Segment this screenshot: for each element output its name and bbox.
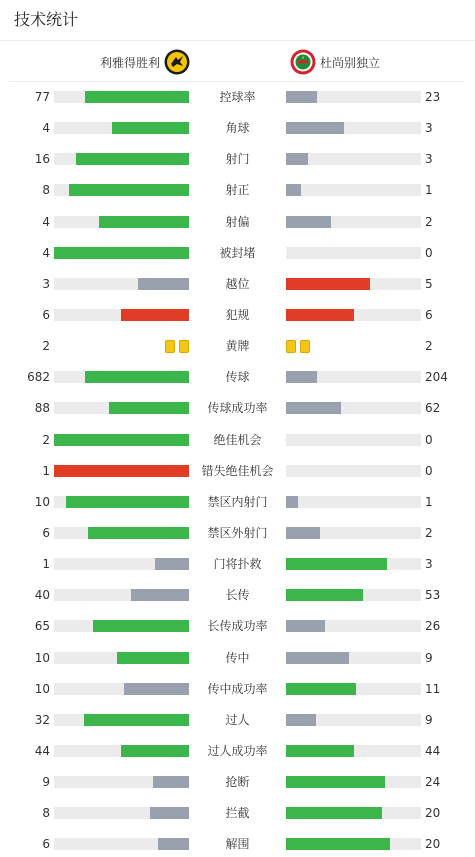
away-stat-value: 20	[425, 806, 441, 821]
home-bar-track	[54, 807, 189, 819]
home-bar-track	[54, 153, 189, 165]
home-bar-track	[54, 91, 189, 103]
home-stat-value: 1	[42, 463, 50, 478]
stat-label: 传球	[225, 370, 250, 385]
away-stat-value: 3	[425, 152, 433, 167]
stat-row	[0, 674, 475, 705]
away-bar-fill	[286, 278, 370, 290]
page-title: 技术统计	[14, 10, 79, 29]
stat-label: 射偏	[225, 214, 250, 229]
away-bar-fill	[286, 620, 325, 632]
away-stat-value: 0	[425, 463, 433, 478]
stat-label: 解围	[225, 837, 250, 852]
home-bar-track	[54, 247, 189, 259]
teams-header	[0, 46, 475, 78]
away-stat-value: 9	[425, 712, 433, 727]
away-bar-track	[286, 402, 421, 414]
stat-label: 控球率	[219, 90, 256, 104]
stat-label: 被封堵	[219, 245, 256, 260]
stat-row	[0, 487, 475, 518]
home-bar-track	[54, 434, 189, 446]
stat-row	[0, 238, 475, 269]
stat-row	[0, 269, 475, 300]
home-stat-value: 6	[42, 525, 50, 540]
home-stat-value: 40	[34, 588, 50, 603]
home-bar-track	[54, 683, 189, 695]
away-bar-fill	[286, 496, 298, 508]
away-bar-fill	[286, 184, 301, 196]
away-bar-track	[286, 309, 421, 321]
home-bar-fill	[124, 683, 189, 695]
away-bar-track	[286, 465, 421, 477]
away-bar-fill	[286, 371, 317, 383]
away-bar-track	[286, 153, 421, 165]
stat-row	[0, 643, 475, 674]
stat-label: 黄牌	[225, 339, 250, 354]
home-bar-fill	[109, 402, 189, 414]
home-bar-track	[54, 402, 189, 414]
header-divider	[0, 40, 475, 41]
home-bar-fill	[112, 122, 189, 134]
away-bar-fill	[286, 153, 308, 165]
home-stat-value: 4	[42, 214, 50, 229]
away-stat-value: 20	[425, 837, 441, 852]
stat-row	[0, 798, 475, 829]
stat-row	[0, 518, 475, 549]
away-stat-value: 0	[425, 432, 433, 447]
home-stat-value: 77	[34, 90, 50, 104]
away-stat-value: 62	[425, 401, 441, 416]
away-bar-fill	[286, 589, 363, 601]
home-team[interactable]	[100, 46, 190, 78]
stat-row	[0, 300, 475, 331]
home-stat-value: 10	[34, 681, 50, 696]
home-bar-fill	[54, 465, 189, 477]
away-stat-value: 2	[425, 214, 433, 229]
away-bar-fill	[286, 838, 390, 850]
home-stat-value: 44	[34, 743, 50, 758]
stat-row	[0, 549, 475, 580]
stat-row	[0, 144, 475, 175]
home-bar-track	[54, 309, 189, 321]
home-bar-fill	[84, 714, 189, 726]
home-stat-value: 8	[42, 806, 50, 821]
home-bar-fill	[85, 371, 189, 383]
away-bar-fill	[286, 558, 387, 570]
home-stat-value: 682	[27, 370, 50, 385]
home-stat-value: 65	[34, 619, 50, 634]
home-stat-value: 6	[42, 307, 50, 322]
yellow-card-icon	[165, 340, 175, 353]
home-bar-track	[54, 589, 189, 601]
away-bar-fill	[286, 652, 349, 664]
stat-label: 绝佳机会	[213, 432, 262, 447]
home-stat-value: 2	[42, 339, 50, 354]
stats-list	[0, 82, 475, 857]
home-bar-fill	[138, 278, 189, 290]
home-stat-value: 1	[42, 557, 50, 572]
home-bar-fill	[131, 589, 189, 601]
stat-label: 越位	[225, 276, 250, 291]
home-team-name: 利雅得胜利	[99, 55, 160, 70]
home-stat-value: 88	[34, 401, 50, 416]
stat-label: 门将扑救	[213, 557, 262, 572]
away-stat-value: 1	[425, 183, 433, 198]
away-bar-fill	[286, 683, 356, 695]
home-bar-fill	[66, 496, 189, 508]
away-stat-value: 44	[425, 743, 441, 758]
away-bar-track	[286, 247, 421, 259]
away-bar-fill	[286, 402, 341, 414]
home-bar-fill	[76, 153, 189, 165]
home-bar-track	[54, 652, 189, 664]
home-stat-value: 2	[42, 432, 50, 447]
away-bar-track	[286, 216, 421, 228]
stat-row	[0, 705, 475, 736]
stat-label: 长传成功率	[207, 619, 268, 634]
home-bar-fill	[150, 807, 189, 819]
away-bar-track	[286, 714, 421, 726]
stat-row	[0, 580, 475, 611]
away-stat-value: 9	[425, 650, 433, 665]
home-bar-fill	[88, 527, 189, 539]
home-bar-track	[54, 620, 189, 632]
away-team[interactable]	[290, 46, 380, 78]
away-bar-fill	[286, 527, 320, 539]
away-bar-fill	[286, 91, 317, 103]
home-stat-value: 10	[34, 650, 50, 665]
away-bar-fill	[286, 807, 382, 819]
stat-label: 传中成功率	[207, 681, 268, 696]
stat-label: 过人	[225, 712, 250, 727]
stat-row	[0, 331, 475, 362]
away-bar-track	[286, 620, 421, 632]
stat-row	[0, 456, 475, 487]
away-stat-value: 1	[425, 494, 433, 509]
home-stat-value: 4	[42, 121, 50, 136]
away-bar-track	[286, 776, 421, 788]
stat-label: 射正	[225, 183, 250, 198]
home-bar-fill	[69, 184, 189, 196]
away-team-name: 杜尚别独立	[320, 55, 381, 70]
away-bar-fill	[286, 309, 354, 321]
stat-label: 抢断	[225, 775, 250, 790]
home-bar-fill	[99, 216, 189, 228]
away-bar-track	[286, 527, 421, 539]
home-bar-track	[54, 838, 189, 850]
home-bar-track	[54, 216, 189, 228]
yellow-card-icon	[286, 340, 296, 353]
home-stat-value: 10	[34, 494, 50, 509]
stat-row	[0, 829, 475, 857]
away-bar-fill	[286, 745, 354, 757]
home-bar-track	[54, 496, 189, 508]
home-stat-value: 8	[42, 183, 50, 198]
away-stat-value: 26	[425, 619, 441, 634]
stat-row	[0, 425, 475, 456]
home-stat-value: 32	[34, 712, 50, 727]
away-stat-value: 204	[425, 370, 448, 385]
stat-label: 禁区外射门	[207, 525, 268, 540]
home-bar-track	[54, 184, 189, 196]
stat-row	[0, 82, 475, 113]
home-stat-value: 3	[42, 276, 50, 291]
istiklol-logo-icon	[290, 49, 316, 75]
home-bar-fill	[158, 838, 189, 850]
home-bar-fill	[54, 434, 189, 446]
home-bar-fill	[155, 558, 189, 570]
away-stat-value: 6	[425, 307, 433, 322]
yellow-card-icon	[300, 340, 310, 353]
home-bar-track	[54, 527, 189, 539]
stat-row	[0, 736, 475, 767]
away-stat-value: 53	[425, 588, 441, 603]
away-bar-track	[286, 496, 421, 508]
away-bar-track	[286, 683, 421, 695]
away-stat-value: 24	[425, 775, 441, 790]
away-bar-fill	[286, 714, 316, 726]
away-bar-track	[286, 371, 421, 383]
home-bar-track	[54, 371, 189, 383]
away-bar-track	[286, 184, 421, 196]
home-bar-fill	[85, 91, 189, 103]
away-stat-value: 3	[425, 121, 433, 136]
away-bar-track	[286, 278, 421, 290]
home-bar-fill	[153, 776, 189, 788]
home-bar-fill	[121, 745, 189, 757]
yellow-card-icon	[179, 340, 189, 353]
away-stat-value: 2	[425, 525, 433, 540]
stat-row	[0, 393, 475, 424]
away-bar-track	[286, 434, 421, 446]
away-stat-value: 0	[425, 245, 433, 260]
home-bar-track	[54, 558, 189, 570]
away-stat-value: 3	[425, 557, 433, 572]
stat-label: 禁区内射门	[207, 494, 268, 509]
away-bar-fill	[286, 216, 331, 228]
away-bar-fill	[286, 776, 385, 788]
away-bar-track	[286, 807, 421, 819]
away-bar-track	[286, 558, 421, 570]
away-bar-fill	[286, 122, 344, 134]
home-stat-value: 9	[42, 775, 50, 790]
home-bar-track	[54, 745, 189, 757]
away-bar-track	[286, 589, 421, 601]
al-nassr-logo-icon	[164, 49, 190, 75]
home-stat-value: 6	[42, 837, 50, 852]
home-bar-fill	[54, 247, 189, 259]
away-yellow-cards	[286, 340, 310, 353]
home-bar-fill	[121, 309, 189, 321]
stat-row	[0, 113, 475, 144]
stat-row	[0, 611, 475, 642]
home-bar-track	[54, 776, 189, 788]
stat-label: 错失绝佳机会	[201, 463, 274, 478]
home-stat-value: 4	[42, 245, 50, 260]
stat-label: 过人成功率	[207, 743, 268, 758]
home-bar-track	[54, 278, 189, 290]
away-bar-track	[286, 91, 421, 103]
stat-label: 角球	[225, 121, 250, 136]
away-bar-track	[286, 122, 421, 134]
home-bar-fill	[117, 652, 189, 664]
stat-label: 传中	[225, 650, 250, 665]
home-bar-track	[54, 714, 189, 726]
away-stat-value: 2	[425, 339, 433, 354]
home-bar-fill	[93, 620, 189, 632]
stat-label: 射门	[225, 152, 250, 167]
stat-row	[0, 767, 475, 798]
stat-row	[0, 175, 475, 206]
away-bar-track	[286, 745, 421, 757]
stat-label: 犯规	[225, 307, 250, 322]
stat-label: 拦截	[225, 806, 250, 821]
home-stat-value: 16	[34, 152, 50, 167]
stat-row	[0, 207, 475, 238]
home-yellow-cards	[165, 340, 189, 353]
away-stat-value: 5	[425, 276, 433, 291]
stat-label: 传球成功率	[207, 401, 268, 416]
home-bar-track	[54, 122, 189, 134]
away-stat-value: 23	[425, 90, 441, 104]
away-bar-track	[286, 838, 421, 850]
away-bar-track	[286, 652, 421, 664]
away-stat-value: 11	[425, 681, 441, 696]
home-bar-track	[54, 465, 189, 477]
stat-row	[0, 362, 475, 393]
stat-label: 长传	[225, 588, 250, 603]
